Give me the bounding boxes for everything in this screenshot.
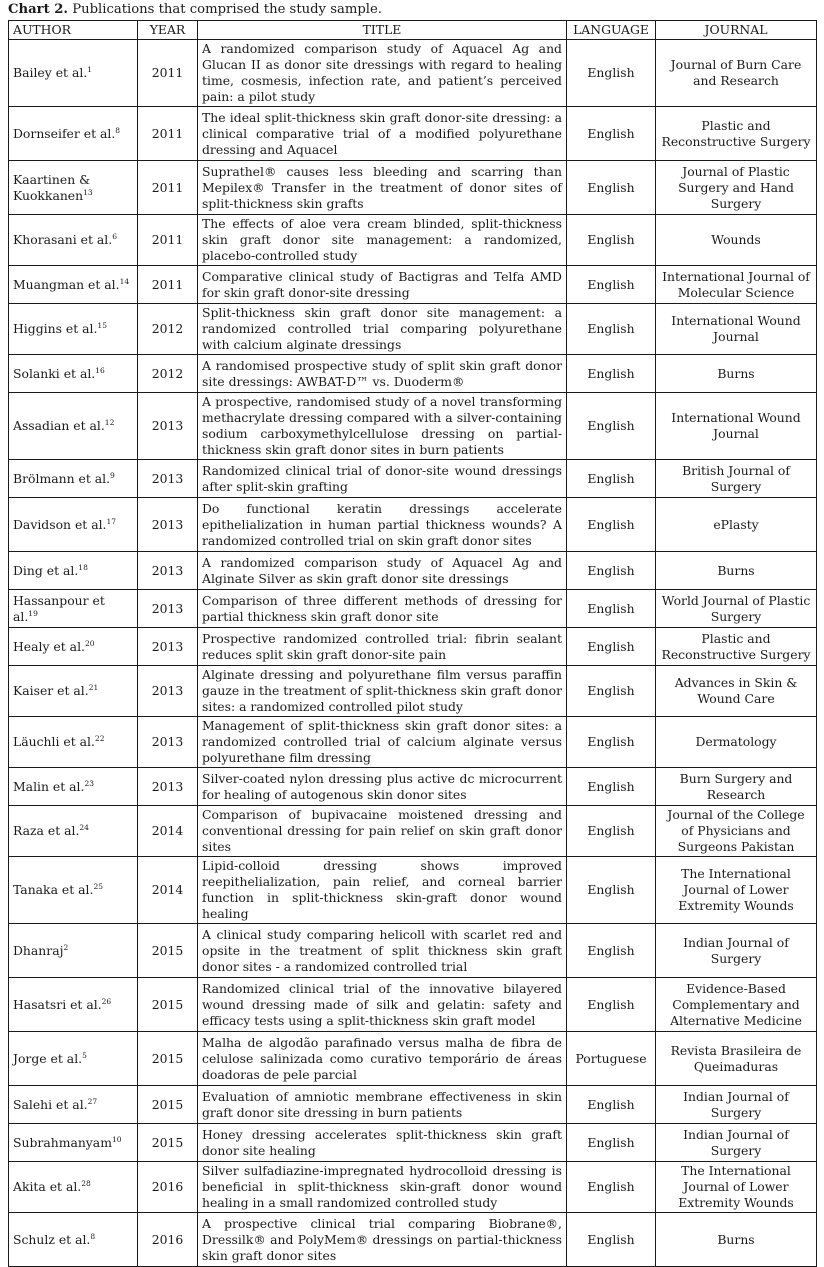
author-name: Kaartinen & Kuokkanen [13, 171, 91, 203]
table-row [9, 215, 817, 266]
language-cell: English [567, 1213, 656, 1267]
table-row [9, 304, 817, 355]
year-cell: 2016 [138, 1213, 198, 1267]
year-cell: 2015 [138, 978, 198, 1032]
author-name: Assadian et al. [13, 418, 105, 433]
table-caption [8, 2, 816, 18]
author-cell [9, 1213, 138, 1267]
author-cell [9, 161, 138, 215]
title-cell: Management of split-thickness skin graft donor sites: a randomized controlled trial of calcium alginate versus polyurethane film dressing [198, 717, 567, 768]
header-journal: JOURNAL [656, 21, 817, 40]
language-cell: English [567, 107, 656, 161]
journal-cell: Indian Journal of Surgery [656, 924, 817, 978]
author-name: Ding et al. [13, 562, 79, 578]
title-cell: Lipid-colloid dressing shows improved reepithelialization, pain relief, and corneal barrier function in split-thickness skin-graft donor wound healing [198, 857, 567, 924]
author-cell [9, 40, 138, 107]
table-row [9, 1086, 817, 1124]
table-row [9, 1213, 817, 1267]
journal-cell: Burns [656, 552, 817, 590]
author-cell [9, 393, 138, 460]
author-name: Tanaka et al. [13, 882, 94, 897]
year-cell: 2015 [138, 924, 198, 978]
language-cell: English [567, 552, 656, 590]
journal-cell: British Journal of Surgery [656, 460, 817, 498]
author-cell [9, 768, 138, 806]
author-cell [9, 355, 138, 393]
publications-table [8, 20, 817, 1267]
journal-cell: The International Journal of Lower Extremity Wounds [656, 857, 817, 924]
language-cell: English [567, 498, 656, 552]
journal-cell: International Wound Journal [656, 304, 817, 355]
title-cell: Suprathel® causes less bleeding and scarring than Mepilex® Transfer in the treatment of donor sites of split-thickness skin grafts [198, 161, 567, 215]
language-cell: English [567, 666, 656, 717]
table-row [9, 393, 817, 460]
title-cell: Comparison of three different methods of dressing for partial thickness skin graft donor site [198, 590, 567, 628]
reference-number: 24 [79, 822, 89, 832]
author-cell [9, 857, 138, 924]
title-cell: Evaluation of amniotic membrane effectiveness in skin graft donor site dressing in burn patients [198, 1086, 567, 1124]
reference-number: 14 [119, 276, 130, 286]
author-cell [9, 460, 138, 498]
journal-cell: Journal of Plastic Surgery and Hand Surgery [656, 161, 817, 215]
title-cell: Randomized clinical trial of donor-site wound dressings after split-skin grafting [198, 460, 567, 498]
year-cell: 2012 [138, 355, 198, 393]
author-name: Hassanpour et al. [13, 592, 105, 624]
author-name: Hasatsri et al. [13, 996, 102, 1012]
caption-text: Publications that comprised the study sample. [68, 2, 382, 17]
year-cell: 2015 [138, 1086, 198, 1124]
table-row [9, 590, 817, 628]
table-row [9, 806, 817, 857]
reference-number: 23 [84, 778, 95, 788]
journal-cell: Dermatology [656, 717, 817, 768]
year-cell: 2014 [138, 806, 198, 857]
title-cell: Comparative clinical study of Bactigras and Telfa AMD for skin graft donor-site dressing [198, 266, 567, 304]
author-name: Akita et al. [13, 1179, 82, 1194]
year-cell: 2012 [138, 304, 198, 355]
author-cell [9, 717, 138, 768]
author-name: Healy et al. [13, 638, 85, 654]
author-cell [9, 978, 138, 1032]
title-cell: A randomised prospective study of split skin graft donor site dressings: AWBAT-D™ vs. Duoderm® [198, 355, 567, 393]
language-cell: English [567, 717, 656, 768]
title-cell: Prospective randomized controlled trial: fibrin sealant reduces split skin graft donor-site pain [198, 628, 567, 666]
reference-number: 18 [78, 562, 88, 572]
title-cell: Alginate dressing and polyurethane film versus paraffin gauze in the treatment of split-thickness skin graft donor sites: a randomized controlled pilot study [198, 666, 567, 717]
year-cell: 2011 [138, 266, 198, 304]
table-row [9, 498, 817, 552]
table-row [9, 161, 817, 215]
header-year: YEAR [138, 21, 198, 40]
language-cell: English [567, 857, 656, 924]
author-cell [9, 215, 138, 266]
title-cell: Honey dressing accelerates split-thickness skin graft donor site healing [198, 1124, 567, 1162]
author-name: Bailey et al. [13, 65, 88, 80]
author-cell [9, 1032, 138, 1086]
journal-cell: Plastic and Reconstructive Surgery [656, 107, 817, 161]
language-cell: Portuguese [567, 1032, 656, 1086]
year-cell: 2015 [138, 1032, 198, 1086]
language-cell: English [567, 768, 656, 806]
language-cell: English [567, 978, 656, 1032]
author-name: Muangman et al. [13, 276, 120, 292]
author-cell [9, 806, 138, 857]
author-cell [9, 1124, 138, 1162]
table-row [9, 717, 817, 768]
journal-cell: Revista Brasileira de Queimaduras [656, 1032, 817, 1086]
language-cell: English [567, 1162, 656, 1213]
author-name: Khorasani et al. [13, 232, 113, 247]
journal-cell: International Wound Journal [656, 393, 817, 460]
reference-number: 13 [83, 187, 93, 197]
year-cell: 2013 [138, 498, 198, 552]
table-row [9, 1124, 817, 1162]
journal-cell: Indian Journal of Surgery [656, 1086, 817, 1124]
year-cell: 2016 [138, 1162, 198, 1213]
author-cell [9, 1086, 138, 1124]
author-name: Brölmann et al. [13, 470, 111, 486]
table-row [9, 552, 817, 590]
author-name: Solanki et al. [13, 365, 96, 381]
reference-number: 25 [93, 881, 103, 891]
reference-number: 6 [112, 231, 117, 241]
language-cell: English [567, 1124, 656, 1162]
table-row [9, 266, 817, 304]
year-cell: 2013 [138, 768, 198, 806]
title-cell: A prospective, randomised study of a novel transforming methacrylate dressing compared with a silver-containing sodium carboxymethylcellulose dressing on partial-thickness skin graft donor sites in burn patients [198, 393, 567, 460]
author-cell [9, 628, 138, 666]
table-row [9, 1032, 817, 1086]
language-cell: English [567, 393, 656, 460]
title-cell: Do functional keratin dressings accelerate epithelialization in human partial thickness wounds? A randomized controlled trial on skin graft donor sites [198, 498, 567, 552]
journal-cell: Burn Surgery and Research [656, 768, 817, 806]
table-row [9, 978, 817, 1032]
journal-cell: Burns [656, 1213, 817, 1267]
year-cell: 2011 [138, 215, 198, 266]
author-cell [9, 1162, 138, 1213]
author-name: Schulz et al. [13, 1231, 91, 1247]
year-cell: 2011 [138, 161, 198, 215]
year-cell: 2015 [138, 1124, 198, 1162]
title-cell: A randomized comparison study of Aquacel Ag and Alginate Silver as skin graft donor site dressings [198, 552, 567, 590]
journal-cell: Burns [656, 355, 817, 393]
journal-cell: The International Journal of Lower Extremity Wounds [656, 1162, 817, 1213]
reference-number: 27 [87, 1096, 98, 1106]
author-cell [9, 498, 138, 552]
journal-cell: Evidence-Based Complementary and Alternative Medicine [656, 978, 817, 1032]
reference-number: 17 [106, 516, 117, 526]
reference-number: 12 [104, 417, 115, 427]
title-cell: Randomized clinical trial of the innovative bilayered wound dressing made of silk and gelatin: safety and efficacy tests using a split-thickness skin graft model [198, 978, 567, 1032]
title-cell: A prospective clinical trial comparing Biobrane®, Dressilk® and PolyMem® dressings on partial-thickness skin graft donor sites [198, 1213, 567, 1267]
table-row [9, 1162, 817, 1213]
reference-number: 22 [94, 733, 105, 743]
year-cell: 2013 [138, 460, 198, 498]
language-cell: English [567, 628, 656, 666]
table-row [9, 857, 817, 924]
author-cell [9, 107, 138, 161]
title-cell: Silver-coated nylon dressing plus active dc microcurrent for healing of autogenous skin donor sites [198, 768, 567, 806]
language-cell: English [567, 40, 656, 107]
year-cell: 2013 [138, 628, 198, 666]
title-cell: Malha de algodão parafinado versus malha de fibra de celulose salinizada como curativo temporário de áreas doadoras de pele parcial [198, 1032, 567, 1086]
journal-cell: Journal of the College of Physicians and Surgeons Pakistan [656, 806, 817, 857]
author-name: Salehi et al. [13, 1096, 88, 1112]
reference-number: 28 [81, 1178, 91, 1188]
language-cell: English [567, 215, 656, 266]
year-cell: 2011 [138, 40, 198, 107]
language-cell: English [567, 806, 656, 857]
author-cell [9, 552, 138, 590]
reference-number: 8 [90, 1231, 96, 1241]
journal-cell: Plastic and Reconstructive Surgery [656, 628, 817, 666]
title-cell: The ideal split-thickness skin graft donor-site dressing: a clinical comparative trial of a modified polyurethane dressing and Aquacel [198, 107, 567, 161]
year-cell: 2014 [138, 857, 198, 924]
journal-cell: ePlasty [656, 498, 817, 552]
reference-number: 5 [82, 1050, 87, 1060]
title-cell: A randomized comparison study of Aquacel Ag and Glucan II as donor site dressings with regard to healing time, cosmesis, infection rate, and patient’s perceived pain: a pilot study [198, 40, 567, 107]
reference-number: 16 [95, 365, 105, 375]
year-cell: 2013 [138, 666, 198, 717]
language-cell: English [567, 1086, 656, 1124]
author-cell [9, 666, 138, 717]
journal-cell: Wounds [656, 215, 817, 266]
language-cell: English [567, 304, 656, 355]
author-name: Dhanraj [13, 942, 64, 958]
author-name: Malin et al. [13, 778, 85, 794]
table-row [9, 666, 817, 717]
year-cell: 2013 [138, 590, 198, 628]
table-row [9, 924, 817, 978]
title-cell: Split-thickness skin graft donor site management: a randomized controlled trial comparing polyurethane with calcium alginate dressings [198, 304, 567, 355]
year-cell: 2011 [138, 107, 198, 161]
language-cell: English [567, 355, 656, 393]
author-cell [9, 590, 138, 628]
table-row [9, 460, 817, 498]
reference-number: 26 [101, 996, 112, 1006]
journal-cell: World Journal of Plastic Surgery [656, 590, 817, 628]
language-cell: English [567, 590, 656, 628]
title-cell: Silver sulfadiazine-impregnated hydrocolloid dressing is beneficial in split-thickness skin-graft donor wound healing in a small randomized controlled study [198, 1162, 567, 1213]
author-cell [9, 266, 138, 304]
author-name: Higgins et al. [13, 321, 98, 336]
author-name: Läuchli et al. [13, 734, 95, 749]
header-title: TITLE [198, 21, 567, 40]
year-cell: 2013 [138, 717, 198, 768]
language-cell: English [567, 266, 656, 304]
year-cell: 2013 [138, 393, 198, 460]
table-row [9, 768, 817, 806]
header-row [9, 21, 817, 40]
author-name: Kaiser et al. [13, 683, 89, 698]
table-row [9, 355, 817, 393]
reference-number: 19 [28, 608, 38, 618]
caption-label: Chart 2. [8, 2, 69, 17]
table-row [9, 40, 817, 107]
table-body [9, 40, 817, 1267]
reference-number: 10 [111, 1134, 122, 1144]
author-cell [9, 304, 138, 355]
language-cell: English [567, 924, 656, 978]
title-cell: The effects of aloe vera cream blinded, split-thickness skin graft donor site management: a randomized, placebo-controlled study [198, 215, 567, 266]
author-name: Jorge et al. [13, 1050, 83, 1066]
author-name: Dornseifer et al. [13, 125, 116, 141]
author-cell [9, 924, 138, 978]
header-language: LANGUAGE [567, 21, 656, 40]
reference-number: 20 [84, 638, 95, 648]
year-cell: 2013 [138, 552, 198, 590]
header-author: AUTHOR [9, 21, 138, 40]
title-cell: A clinical study comparing helicoll with scarlet red and opsite in the treatment of split thickness skin graft donor sites - a randomized controlled trial [198, 924, 567, 978]
reference-number: 1 [87, 64, 93, 74]
journal-cell: Journal of Burn Care and Research [656, 40, 817, 107]
journal-cell: Advances in Skin & Wound Care [656, 666, 817, 717]
author-name: Davidson et al. [13, 516, 107, 532]
reference-number: 8 [115, 125, 121, 135]
reference-number: 21 [88, 682, 99, 692]
language-cell: English [567, 161, 656, 215]
title-cell: Comparison of bupivacaine moistened dressing and conventional dressing for pain relief on skin graft donor sites [198, 806, 567, 857]
language-cell: English [567, 460, 656, 498]
journal-cell: Indian Journal of Surgery [656, 1124, 817, 1162]
author-name: Raza et al. [13, 823, 80, 838]
table-row [9, 628, 817, 666]
reference-number: 9 [110, 470, 115, 480]
table-row [9, 107, 817, 161]
reference-number: 2 [63, 942, 69, 952]
author-name: Subrahmanyam [13, 1134, 112, 1150]
journal-cell: International Journal of Molecular Science [656, 266, 817, 304]
reference-number: 15 [97, 320, 107, 330]
